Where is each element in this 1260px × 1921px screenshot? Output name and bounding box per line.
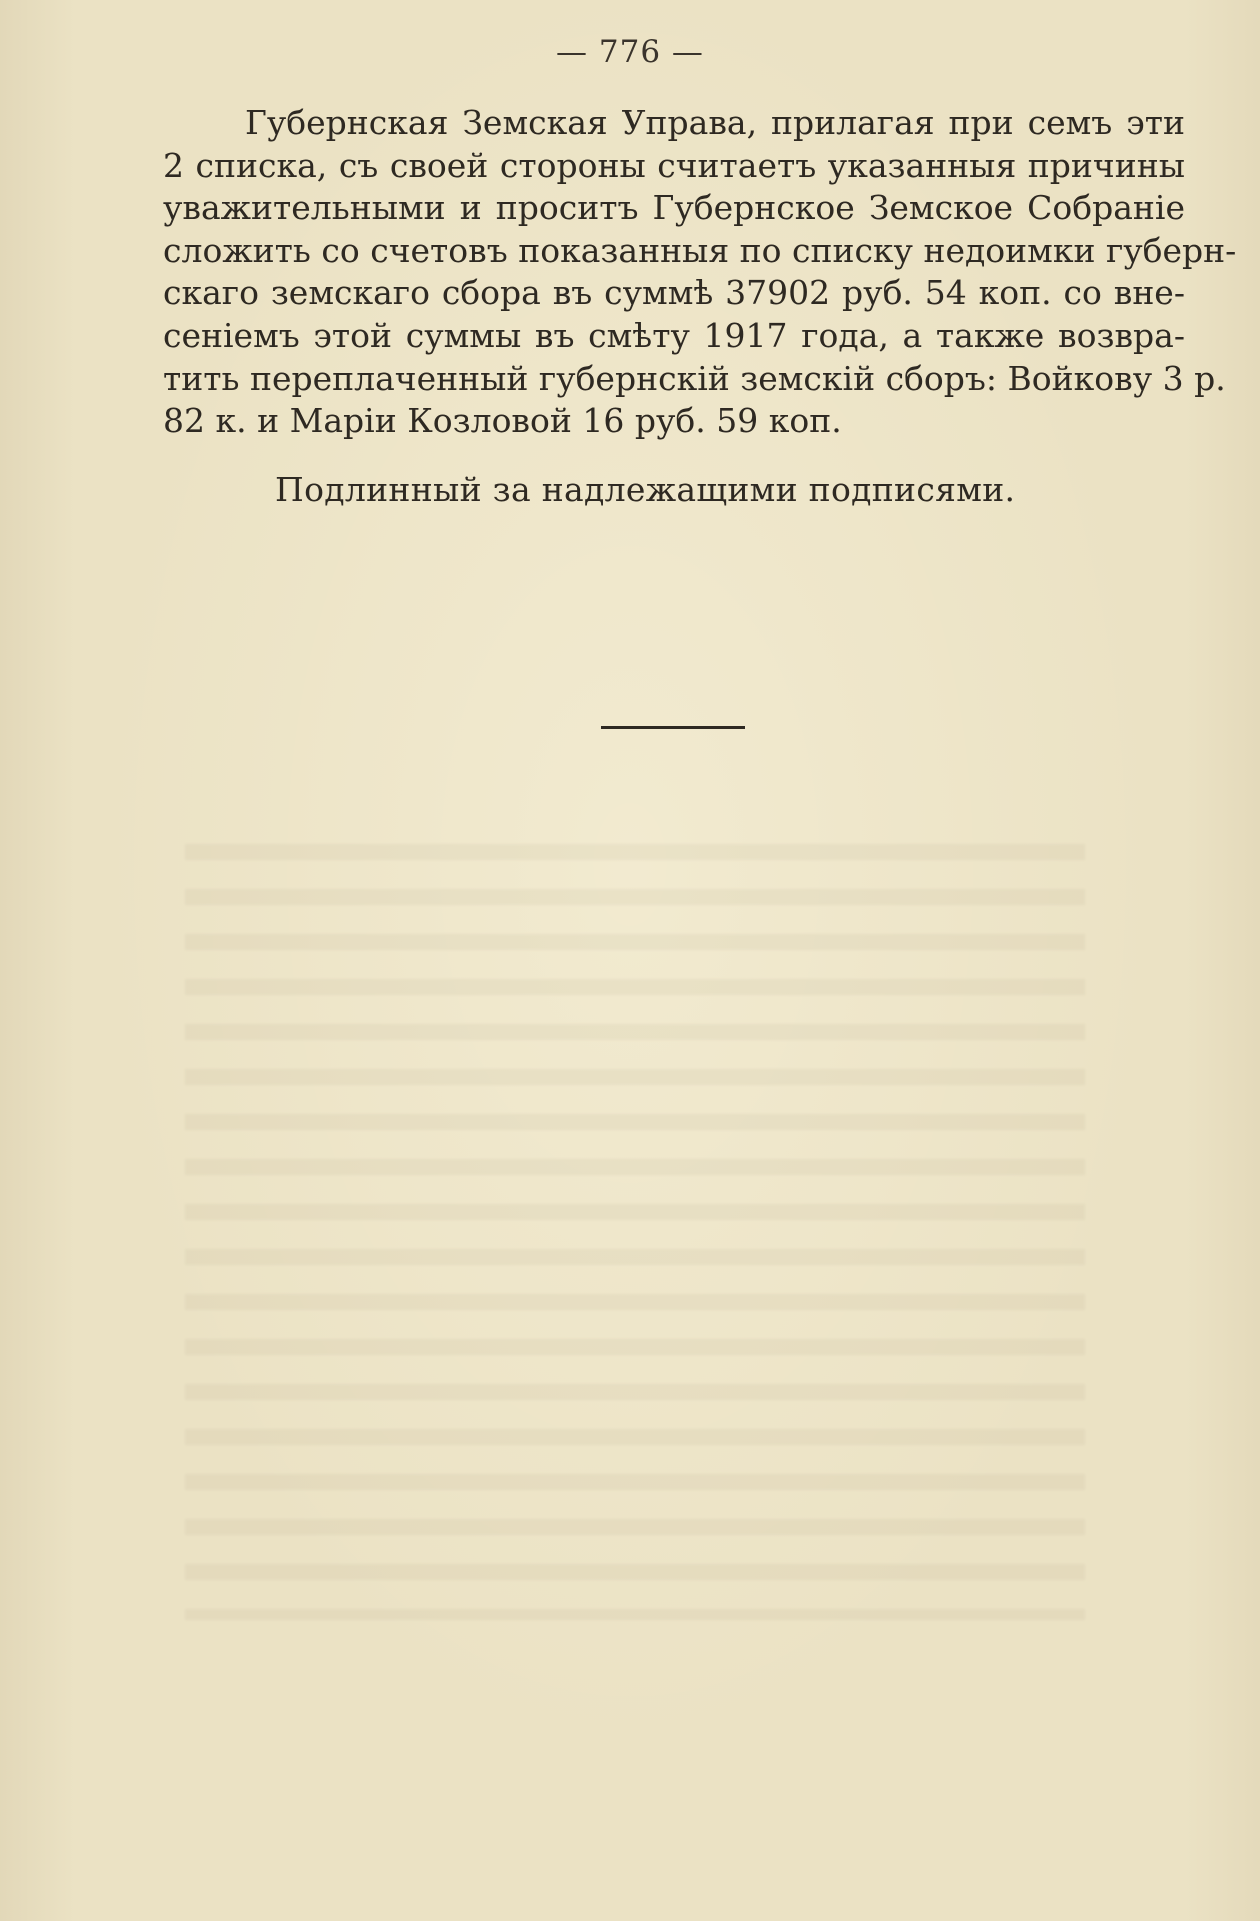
paragraph-line: скаго земскаго сбора въ суммѣ 37902 руб. 54 коп. со вне- — [163, 273, 1185, 313]
section-divider — [601, 726, 745, 729]
paragraph-line: Губернская Земская Управа, прилагая при семъ эти — [245, 103, 1185, 142]
paragraph-line: тить переплаченный губернскій земскій сборъ: Войкову 3 р. — [163, 358, 1226, 398]
paragraph-line: уважительными и проситъ Губернское Земское Собраніе — [163, 188, 1185, 228]
signature-note: Подлинный за надлежащими подписями. — [275, 470, 1016, 509]
paragraph-line: 82 к. и Маріи Козловой 16 руб. 59 коп. — [163, 401, 842, 441]
page-number: — 776 — — [556, 34, 704, 70]
paragraph-line: сложить со счетовъ показанныя по списку недоимки губерн- — [163, 230, 1237, 270]
paragraph-line: 2 списка, съ своей стороны считаетъ указанныя причины — [163, 145, 1185, 185]
body-paragraph — [163, 102, 1237, 443]
reverse-side-show-through — [185, 820, 1085, 1620]
paragraph-line: сеніемъ этой суммы въ смѣту 1917 года, а также возвра- — [163, 315, 1185, 355]
